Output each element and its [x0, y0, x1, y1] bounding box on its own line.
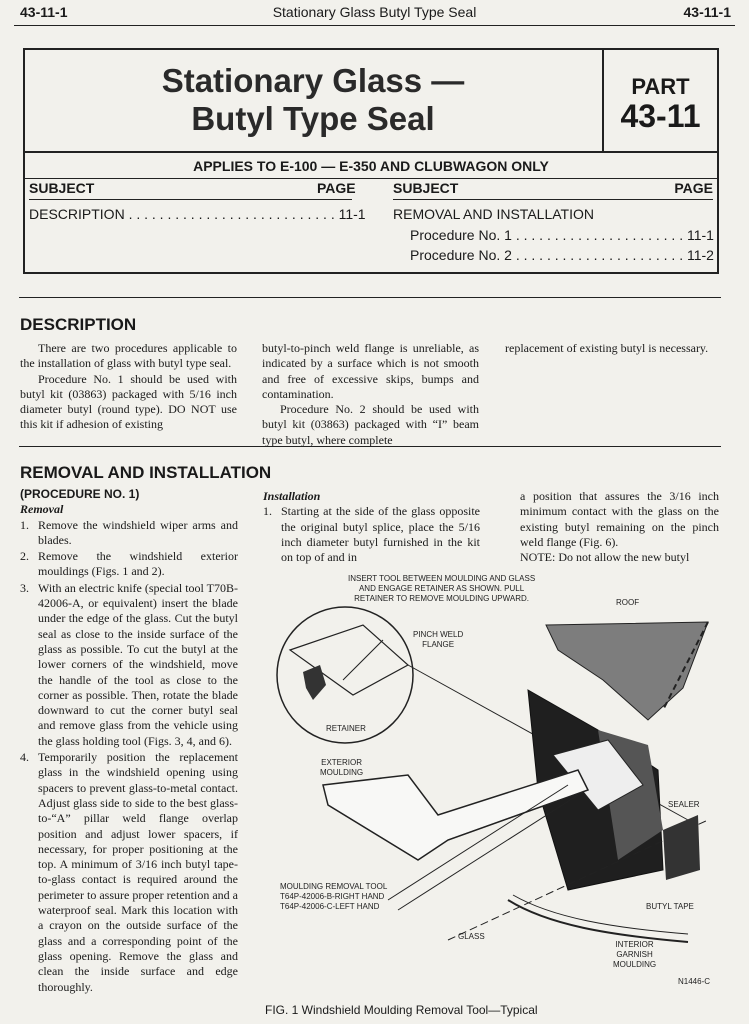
paragraph: replacement of existing butyl is necessary.: [505, 341, 709, 355]
paragraph: Procedure No. 2 should be used with butyl kit (03863) packaged with “I” beam type butyl, where complete: [262, 402, 479, 447]
section-rule-2: [19, 446, 721, 447]
procedure-label: (PROCEDURE NO. 1): [20, 487, 140, 501]
callout-glass: GLASS: [458, 932, 485, 941]
callout-butyl-tape: BUTYL TAPE: [646, 902, 694, 911]
applies-to: APPLIES TO E-100 — E-350 AND CLUBWAGON ONLY: [25, 151, 717, 179]
removal-col-3: [520, 489, 719, 565]
detail-retainer: [303, 665, 326, 700]
figure-caption: FIG. 1 Windshield Moulding Removal Tool—Typical: [265, 1003, 538, 1017]
detail-circle: [277, 607, 413, 743]
figure-id: N1446-C: [678, 977, 711, 986]
detail-line: [343, 640, 383, 680]
toc-page-header-left: PAGE: [317, 180, 356, 196]
title-line-2: Butyl Type Seal: [191, 100, 435, 137]
removal-steps: [20, 518, 238, 995]
part-label: PART: [631, 74, 690, 99]
part-cell: [602, 50, 717, 151]
paragraph: butyl-to-pinch weld flange is unreliable, as indicated by a surface which is not smooth and free of excessive skips, bumps and contamination.: [262, 341, 479, 401]
toc-entry-procedure-1: Procedure No. 1 . . . . . . . . . . . . . . . . . . . . . . 11-1: [410, 227, 714, 243]
callout-interior-garnish-moulding: INTERIOR GARNISH MOULDING: [613, 940, 657, 969]
section-rule-1: [19, 297, 721, 298]
installation-subheading: Installation: [263, 489, 321, 503]
butyl-tape: [663, 815, 700, 880]
removal-heading: REMOVAL AND INSTALLATION: [20, 463, 272, 482]
toc-page-header-right: PAGE: [674, 180, 713, 196]
toc-subject-header-left: SUBJECT: [29, 180, 95, 196]
list-item: 4. Temporarily position the replacement glass in the windshield opening using spacers to prevent glass-to-metal contact. Adjust glass side to side to the best glass-to-“A” pillar weld flange overlap position and adjust lower spacers, if necessary, for proper positioning at the top. A minimum of 3/16 inch butyl tape-to-glass contact is required around the perimeter to assure proper retention and a waterproof seal. Mark this location with a crayon on the outside surface of the glass and a corresponding point of the glass opening. Remove the glass and clean the inside surface and edge thoroughly.: [20, 750, 238, 994]
running-title: Stationary Glass Butyl Type Seal: [272, 4, 477, 20]
removal-col-2: [263, 489, 480, 566]
toc-rule-right: [393, 199, 713, 200]
list-item: 3. With an electric knife (special tool T70B-42006-A, or equivalent) insert the blade under the edge of the glass. Cut the butyl seal as close to the inside surface of the glass as possible. To cut the butyl at the lower corners of the windshield, move the handle of the tool as close to the corner as possible. Then, rotate the blade downward to cut the corner butyl seal and remove glass from the vehicle using the glass holding tool (Figs. 3, 4, and 6).: [20, 580, 238, 748]
paragraph: Procedure No. 1 should be used with butyl kit (03863) packaged with 5/16 inch diameter butyl (round type). DO NOT use this kit if adhesion of existing: [20, 371, 237, 432]
toc-rule-left: [29, 199, 352, 200]
removal-subheading: Removal: [20, 502, 64, 517]
page-number-right: 43-11-1: [683, 4, 731, 20]
list-item: 2. Remove the windshield exterior mouldings (Figs. 1 and 2).: [20, 549, 238, 579]
paragraph: There are two procedures applicable to the installation of glass with butyl type seal.: [20, 341, 237, 371]
callout-pinch-weld-flange: PINCH WELD FLANGE: [413, 630, 464, 649]
paragraph: a position that assures the 3/16 inch minimum contact with the glass on the existing butyl remaining on the pinch weld flange (Fig. 6).: [520, 489, 719, 549]
description-col-3: [505, 341, 722, 356]
list-item: 1. Starting at the side of the glass opposite the original butyl splice, place the 5/16 inch diameter butyl furnished in the kit on top of and in: [263, 504, 480, 565]
callout-roof: ROOF: [616, 598, 640, 607]
title-line-1: Stationary Glass —: [161, 62, 465, 99]
callout-sealer: SEALER: [668, 800, 700, 809]
callout-removal-tool: MOULDING REMOVAL TOOL T64P-42006-B-RIGHT HAND T64P-42006-C-LEFT HAND: [280, 882, 388, 911]
description-col-1: [20, 341, 237, 433]
toc-subject-header-right: SUBJECT: [393, 180, 459, 196]
removal-col-1: [20, 487, 238, 996]
callout-insert-tool: INSERT TOOL BETWEEN MOULDING AND GLASS AND ENGAGE RETAINER AS SHOWN. PULL RETAINER TO REMOVE MOULDING UPWARD.: [348, 574, 536, 603]
moulding-illustration: [268, 570, 730, 998]
part-number: 43-11: [620, 98, 701, 134]
page-number-left: 43-11-1: [20, 4, 68, 20]
note: NOTE: Do not allow the new butyl: [520, 550, 690, 565]
running-header: [14, 4, 735, 24]
toc-entry-removal: REMOVAL AND INSTALLATION: [393, 206, 594, 222]
callout-exterior-moulding: EXTERIOR MOULDING: [320, 758, 364, 777]
page-title: [25, 62, 601, 138]
description-heading: DESCRIPTION: [20, 315, 137, 334]
installation-steps: [263, 504, 480, 565]
figure-1: [268, 570, 730, 998]
description-col-2: [262, 341, 479, 448]
toc-entry-description: DESCRIPTION . . . . . . . . . . . . . . . . . . . . . . . . . . . 11-1: [29, 206, 366, 222]
callout-retainer: RETAINER: [326, 724, 366, 733]
title-box: [23, 48, 719, 274]
toc-entry-procedure-2: Procedure No. 2 . . . . . . . . . . . . . . . . . . . . . . 11-2: [410, 247, 714, 263]
header-rule: [14, 25, 735, 26]
list-item: 1. Remove the windshield wiper arms and blades.: [20, 517, 238, 547]
